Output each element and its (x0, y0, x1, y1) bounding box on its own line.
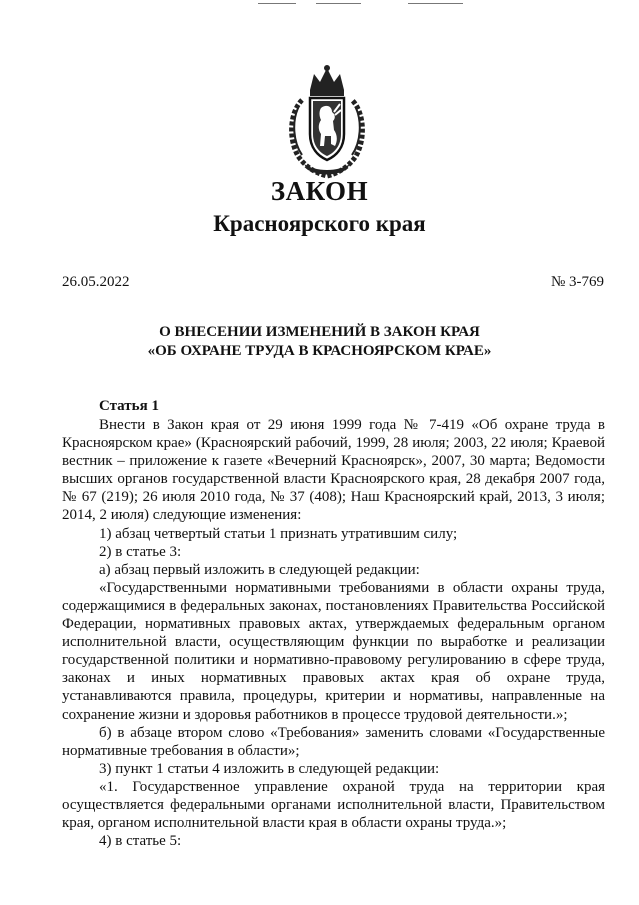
scan-top-lines (258, 3, 638, 5)
document-number: № 3-769 (550, 274, 604, 290)
law-heading-line-2: «ОБ ОХРАНЕ ТРУДА В КРАСНОЯРСКОМ КРАЕ» (147, 343, 492, 359)
paragraph: а) абзац первый изложить в следующей редакции: (99, 561, 420, 578)
paragraph: 4) в статье 5: (99, 833, 182, 850)
paragraph: «Государственными нормативными требованиями в области охраны труда, содержащимися в федеральных законах, постановлениях Правительства Российской Федерации, нормативных правовых актах, утверждаемых федеральным органом исполнительной власти, осуществляющим функции по выработке и реализации государственной политики и нормативно-правовому регулированию в сфере труда, законах и иных нормативных правовых актах края об охране труда, устанавливаются правила, процедуры, критерии и нормативы, направленные на сохранение жизни и здоровья работников в процессе трудовой деятельности.»; (62, 579, 605, 723)
paragraph: Внести в Закон края от 29 июня 1999 года № 7-419 «Об охране труда в Красноярском крае» (Красноярский рабочий, 1999, 28 июля; 2003, 22 июля; Краевой вестник – приложение к газете «Вечерний Красноярск», 2007, 30 марта; Ведомости высших органов государственной власти Красноярского края, 28 декабря 2007 года, № 67 (219); 26 июля 2010 года, № 37 (408); Наш Красноярский край, 2013, 3 июля; 2014, 2 июля) следующие изменения: (62, 417, 605, 524)
paragraph: 3) пункт 1 статьи 4 изложить в следующей редакции: (99, 760, 440, 777)
document-title: ЗАКОН (270, 176, 369, 206)
paragraph: 1) абзац четвертый статьи 1 признать утратившим силу; (99, 525, 458, 542)
krasnoyarsk-coat-of-arms-icon (284, 60, 370, 180)
document-subtitle: Красноярского края (213, 211, 426, 236)
paragraph: 2) в статье 3: (99, 543, 182, 560)
law-heading-line-1: О ВНЕСЕНИИ ИЗМЕНЕНИЙ В ЗАКОН КРАЯ (159, 324, 480, 340)
paragraph: «1. Государственное управление охраной труда на территории края осуществляется федеральными органами исполнительной власти, Правительством края, органом исполнительной власти края в области охраны труда.»; (62, 778, 605, 832)
article-title: Статья 1 (99, 398, 159, 414)
document-date: 26.05.2022 (62, 274, 130, 290)
article-body (62, 416, 605, 850)
paragraph: б) в абзаце втором слово «Требования» заменить словами «Государственные нормативные требования в области»; (62, 724, 605, 759)
